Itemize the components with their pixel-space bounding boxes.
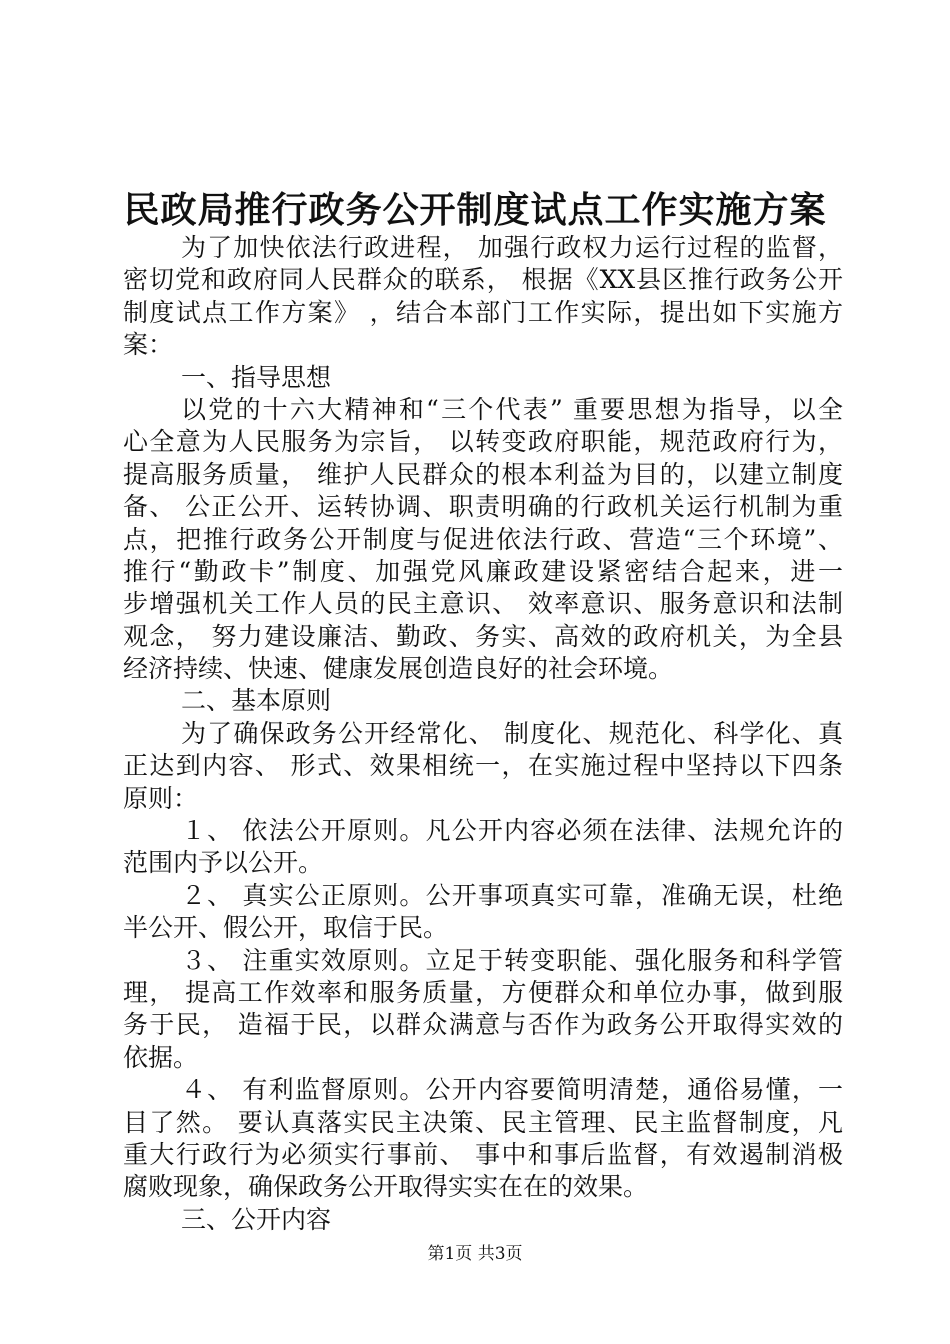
paragraph-line: ４、 有利监督原则。公开内容要简明清楚，通俗易懂，一 <box>181 1075 843 1105</box>
paragraph-line: 范围内予以公开。 <box>123 848 324 878</box>
paragraph-line: 案： <box>123 330 174 360</box>
paragraph-line: 为了加快依法行政进程， 加强行政权力运行过程的监督， <box>181 233 843 262</box>
paragraph-line: 以党的十六大精神和“三个代表” 重要思想为指导，以全 <box>181 394 843 424</box>
paragraph-line: 备、 公正公开、运转协调、职责明确的行政机关运行机制为重 <box>123 492 843 522</box>
paragraph-line: 步增强机关工作人员的民主意识、 效率意识、服务意识和法制 <box>123 589 843 619</box>
paragraph-line: 密切党和政府同人民群众的联系， 根据《XX县区推行政务公开 <box>123 265 843 295</box>
paragraph-line: 原则： <box>123 783 199 813</box>
section-heading: 三、公开内容 <box>181 1204 332 1234</box>
paragraph-line: ３、 注重实效原则。立足于转变职能、强化服务和科学管 <box>181 945 843 975</box>
paragraph-line: 制度试点工作方案》 ，结合本部门工作实际，提出如下实施方 <box>123 297 843 327</box>
paragraph-line: １、 依法公开原则。凡公开内容必须在法律、法规允许的 <box>181 816 843 846</box>
paragraph-line: 点，把推行政务公开制度与促进依法行政、营造“三个环境”、 <box>123 524 843 554</box>
paragraph-line: 提高服务质量， 维护人民群众的根本利益为目的，以建立制度 <box>123 459 843 489</box>
paragraph-line: 腐败现象，确保政务公开取得实实在在的效果。 <box>123 1172 649 1202</box>
paragraph-line: 经济持续、快速、健康发展创造良好的社会环境。 <box>123 654 674 684</box>
paragraph-line: 理， 提高工作效率和服务质量，方便群众和单位办事，做到服 <box>123 977 843 1007</box>
paragraph-line: 推行“勤政卡”制度、加强党风廉政建设紧密结合起来，进一 <box>123 556 843 586</box>
paragraph-line: 重大行政行为必须实行事前、 事中和事后监督，有效遏制消极 <box>123 1139 843 1169</box>
section-heading: 二、基本原则 <box>181 686 332 716</box>
paragraph-line: 正达到内容、 形式、效果相统一，在实施过程中坚持以下四条 <box>123 751 843 781</box>
paragraph-line: 心全意为人民服务为宗旨， 以转变政府职能，规范政府行为， <box>123 427 843 457</box>
paragraph-line: 观念， 努力建设廉洁、勤政、务实、高效的政府机关，为全县 <box>123 621 843 651</box>
paragraph-line: 依据。 <box>123 1042 199 1072</box>
page-number-footer: 第1页 共3页 <box>427 1244 523 1264</box>
paragraph-line: ２、 真实公正原则。公开事项真实可靠，准确无误，杜绝 <box>181 880 843 910</box>
paragraph-line: 目了然。 要认真落实民主决策、民主管理、民主监督制度，凡 <box>123 1107 843 1137</box>
document-body <box>123 232 843 1236</box>
paragraph-line: 半公开、假公开，取信于民。 <box>123 913 449 943</box>
document-title: 民政局推行政务公开制度试点工作实施方案 <box>123 189 827 231</box>
paragraph-line: 为了确保政务公开经常化、 制度化、规范化、科学化、真 <box>181 718 843 748</box>
section-heading: 一、指导思想 <box>181 362 332 392</box>
paragraph-line: 务于民， 造福于民，以群众满意与否作为政务公开取得实效的 <box>123 1010 843 1040</box>
